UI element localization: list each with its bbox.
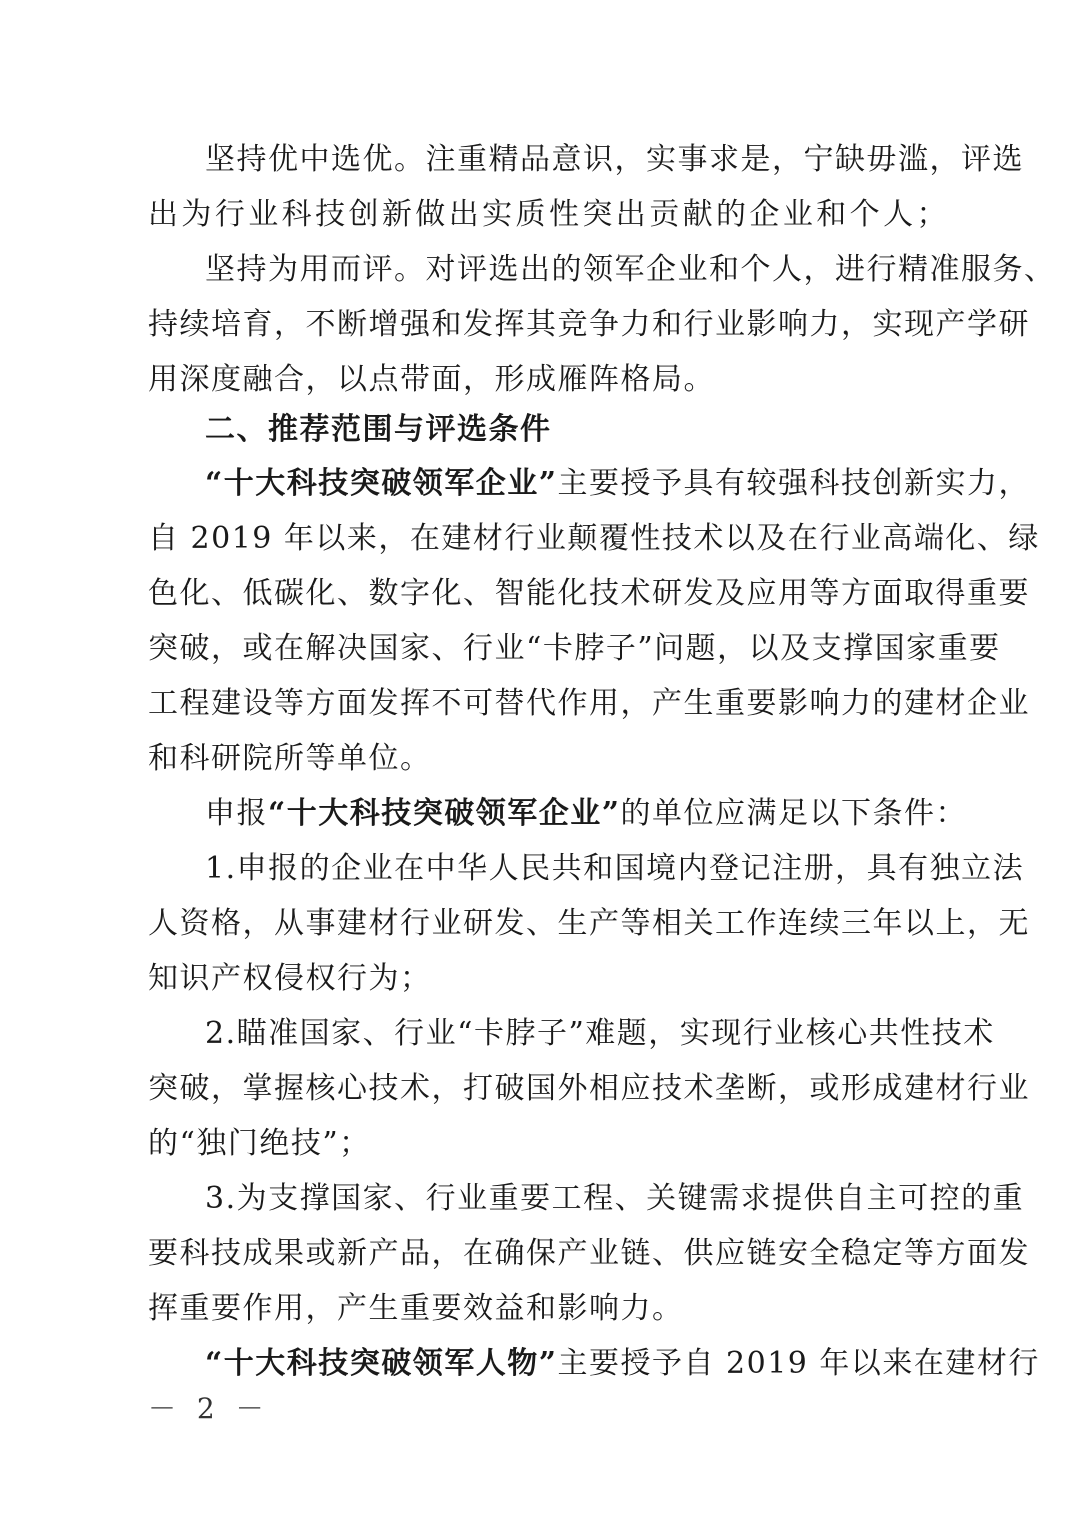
paragraph-line: 工程建设等方面发挥不可替代作用，产生重要影响力的建材企业	[148, 686, 1030, 721]
paragraph-line	[205, 1346, 1040, 1382]
paragraph-line: 坚持为用而评。对评选出的领军企业和个人，进行精准服务、	[205, 252, 1056, 287]
section-heading: 二、推荐范围与评选条件	[205, 412, 552, 447]
paragraph-text: 主要授予自 2019 年以来在建材行	[557, 1346, 1040, 1381]
paragraph-line: 色化、低碳化、数字化、智能化技术研发及应用等方面取得重要	[148, 576, 1030, 611]
list-item-line: 知识产权侵权行为；	[148, 961, 432, 996]
list-item-line: 挥重要作用，产生重要效益和影响力。	[148, 1291, 684, 1326]
paragraph-line: 用深度融合，以点带面，形成雁阵格局。	[148, 362, 715, 397]
paragraph-line: 突破，或在解决国家、行业“卡脖子”问题，以及支撑国家重要	[148, 631, 1001, 666]
list-item-line: 要科技成果或新产品，在确保产业链、供应链安全稳定等方面发	[148, 1236, 1030, 1271]
paragraph-line	[205, 466, 1031, 502]
paragraph-text: 申报	[205, 796, 268, 831]
paragraph-line: 出为行业科技创新做出实质性突出贡献的企业和个人；	[148, 197, 948, 232]
list-item-line: 3.为支撑国家、行业重要工程、关键需求提供自主可控的重	[205, 1181, 1025, 1216]
emphasis-award-title: “十大科技突破领军人物”	[205, 1346, 558, 1381]
paragraph-text: 主要授予具有较强科技创新实力，	[557, 466, 1031, 501]
paragraph-line: 和科研院所等单位。	[148, 741, 432, 776]
paragraph-text: 的单位应满足以下条件：	[620, 796, 968, 831]
paragraph-line	[205, 796, 968, 832]
paragraph-line: 坚持优中选优。注重精品意识，实事求是，宁缺毋滥，评选	[205, 142, 1024, 177]
paragraph-line: 持续培育，不断增强和发挥其竞争力和行业影响力，实现产学研	[148, 307, 1030, 342]
list-item-line: 的“独门绝技”；	[148, 1126, 371, 1161]
emphasis-award-title: “十大科技突破领军企业”	[205, 466, 558, 501]
list-item-line: 2.瞄准国家、行业“卡脖子”难题，实现行业核心共性技术	[205, 1016, 995, 1051]
page-number: － 2 －	[148, 1392, 270, 1425]
list-item-line: 人资格，从事建材行业研发、生产等相关工作连续三年以上，无	[148, 906, 1030, 941]
list-item-line: 1.申报的企业在中华人民共和国境内登记注册，具有独立法	[205, 851, 1025, 886]
emphasis-award-title: “十大科技突破领军企业”	[268, 796, 621, 831]
paragraph-line: 自 2019 年以来，在建材行业颠覆性技术以及在行业高端化、绿	[148, 521, 1040, 556]
list-item-line: 突破，掌握核心技术，打破国外相应技术垄断，或形成建材行业	[148, 1071, 1030, 1106]
